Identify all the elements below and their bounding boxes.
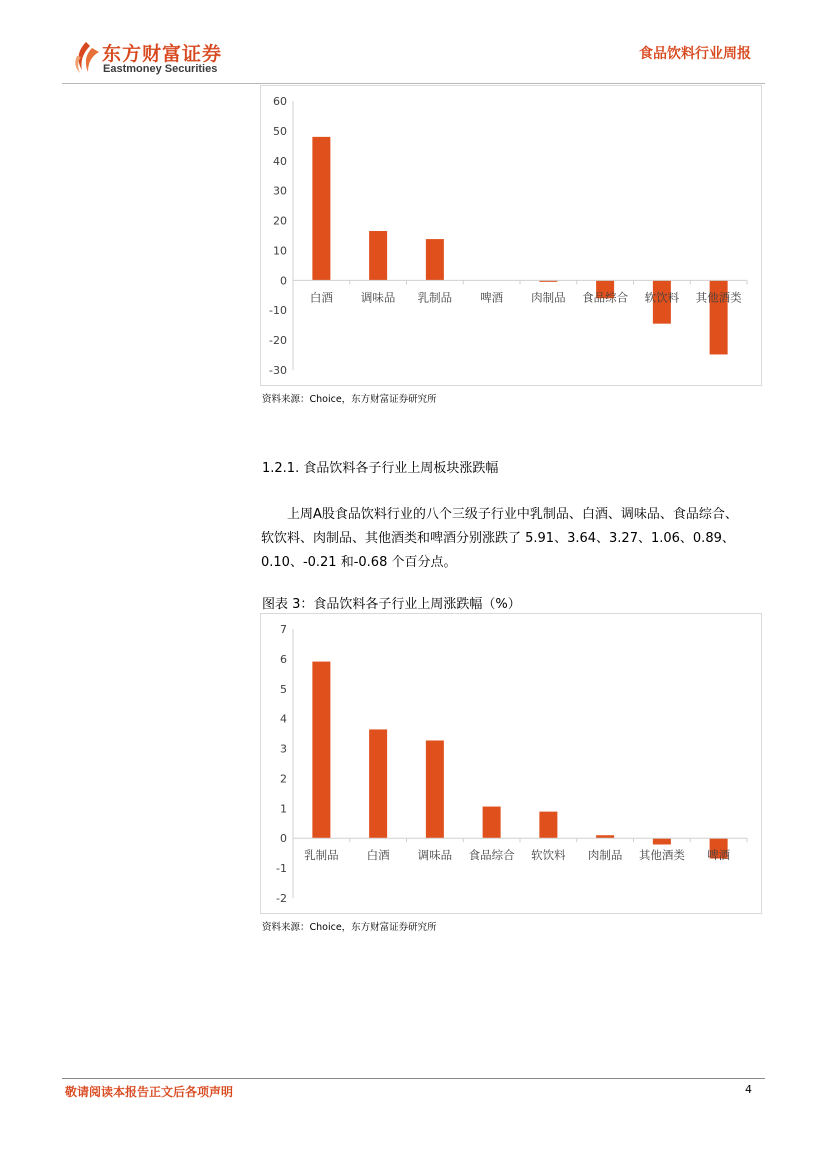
category-label: 乳制品 (304, 848, 339, 863)
y-tick-label: 1 (280, 802, 287, 816)
y-tick-label: 60 (273, 95, 287, 108)
category-label: 啤酒 (707, 848, 731, 863)
y-tick-label: -30 (269, 364, 287, 377)
report-title: 食品饮料行业周报 (639, 46, 751, 62)
category-label: 白酒 (366, 848, 390, 863)
y-tick-label: 0 (280, 274, 287, 288)
bar (426, 239, 444, 280)
y-tick-label: -2 (276, 892, 287, 905)
category-label: 其他酒类 (695, 290, 742, 305)
y-tick-label: 5 (280, 682, 287, 696)
category-label: 食品综合 (468, 848, 515, 863)
bar (426, 740, 444, 838)
y-tick-label: -10 (269, 304, 287, 318)
category-label: 调味品 (417, 848, 453, 863)
category-label: 其他酒类 (638, 848, 685, 863)
y-tick-label: 7 (280, 623, 287, 636)
y-tick-label: 30 (273, 184, 287, 198)
paragraph-line: 软饮料、肉制品、其他酒类和啤酒分别涨跌了 5.91、3.64、3.27、1.06、0.89、 (261, 531, 735, 546)
y-tick-label: 4 (280, 712, 287, 726)
y-tick-label: 40 (273, 154, 287, 168)
category-label: 肉制品 (531, 290, 566, 305)
logo-mark-icon (72, 40, 102, 74)
y-tick-label: 20 (273, 214, 287, 228)
category-label: 软饮料 (531, 848, 566, 863)
chart-2-source: 资料来源：Choice，东方财富证券研究所 (262, 922, 437, 933)
figure-3-title: 图表 3：食品饮料各子行业上周涨跌幅（%） (262, 597, 521, 612)
bar (369, 231, 387, 280)
footer-disclaimer: 敬请阅读本报告正文后各项声明 (65, 1085, 234, 1099)
company-logo (72, 40, 252, 80)
header-divider (62, 83, 765, 84)
category-label: 软饮料 (644, 290, 680, 305)
chart-2 (261, 614, 761, 913)
category-label: 食品综合 (582, 290, 629, 305)
y-tick-label: 6 (280, 652, 287, 666)
bar (312, 662, 330, 839)
y-tick-label: 2 (280, 772, 287, 786)
page-number: 4 (745, 1083, 752, 1096)
logo-chinese-name: 东方财富证券 (102, 43, 223, 65)
chart-1 (261, 86, 761, 385)
y-tick-label: -1 (276, 862, 287, 876)
paragraph-line: 0.10、-0.21 和-0.68 个百分点。 (261, 555, 457, 570)
category-label: 调味品 (360, 290, 396, 305)
y-tick-label: -20 (269, 334, 287, 348)
section-paragraph (261, 503, 761, 575)
y-tick-label: 50 (273, 124, 287, 138)
y-tick-label: 10 (273, 244, 287, 258)
bar (653, 838, 671, 844)
logo-english-name: Eastmoney Securities (103, 63, 218, 75)
y-tick-label: 0 (280, 832, 287, 846)
section-heading: 1.2.1. 食品饮料各子行业上周板块涨跌幅 (262, 461, 499, 476)
category-label: 乳制品 (417, 290, 453, 305)
category-label: 肉制品 (587, 848, 623, 863)
y-tick-label: 3 (280, 742, 287, 756)
bar (369, 729, 387, 838)
chart-1-source: 资料来源：Choice，东方财富证券研究所 (262, 394, 437, 405)
chart-1-container (260, 85, 762, 386)
bar (539, 812, 557, 839)
chart-2-container (260, 613, 762, 914)
category-label: 白酒 (309, 290, 333, 305)
paragraph-line: 上周A股食品饮料行业的八个三级子行业中乳制品、白酒、调味品、食品综合、 (287, 507, 738, 522)
bar (483, 807, 501, 839)
category-label: 啤酒 (480, 290, 504, 305)
footer-divider (62, 1078, 765, 1079)
bar (312, 137, 330, 280)
